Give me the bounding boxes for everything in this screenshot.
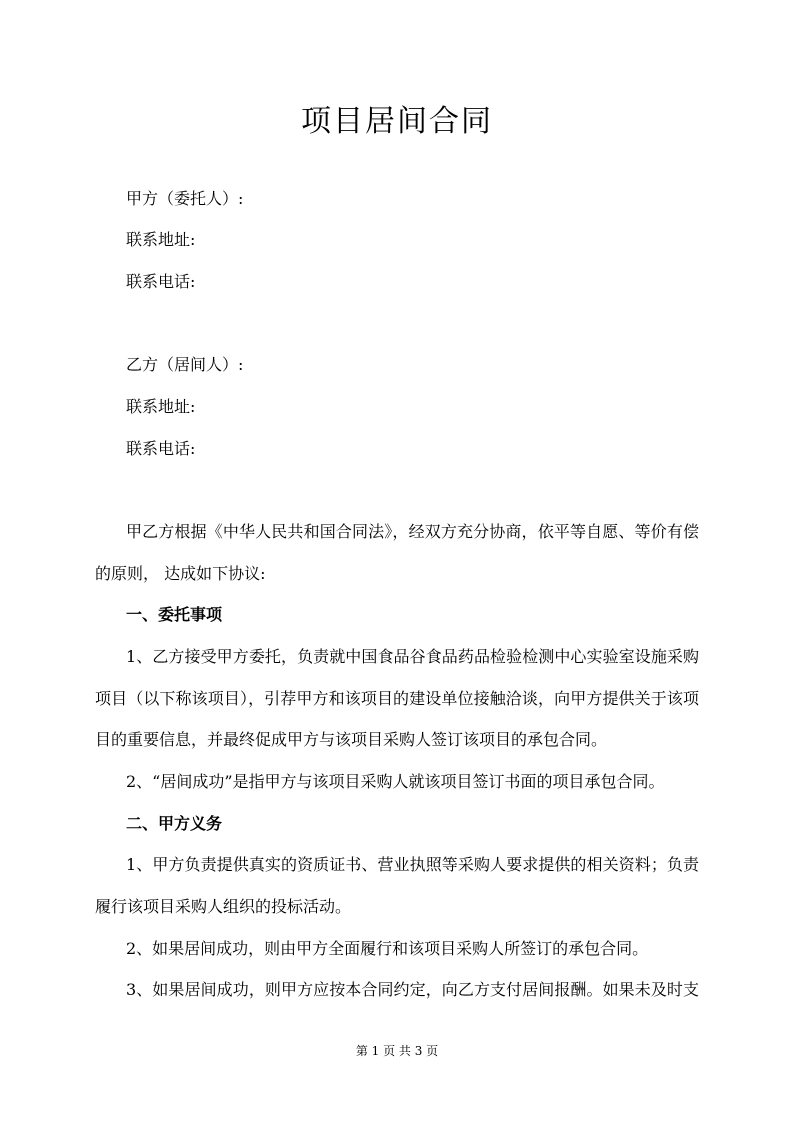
- section-1-heading: 一、委托事项: [126, 605, 223, 624]
- document-title: 项目居间合同: [301, 104, 493, 139]
- section-1-clause-1-line-3: 目的重要信息，并最终促成甲方与该项目采购人签订该项目的承包合同。: [95, 730, 608, 749]
- section-2-heading: 二、甲方义务: [126, 814, 223, 833]
- section-1-clause-1-line-1: 1、乙方接受甲方委托，负责就中国食品谷食品药品检验检测中心实验室设施采购: [126, 647, 699, 666]
- section-2-clause-1-line-1: 1、甲方负责提供真实的资质证书、营业执照等采购人要求提供的相关资料；负责: [126, 855, 699, 874]
- section-1-clause-1-line-2: 项目（以下称该项目），引荐甲方和该项目的建设单位接触洽谈，向甲方提供关于该项: [95, 689, 699, 708]
- section-1-clause-2: 2、“居间成功”是指甲方与该项目采购人就该项目签订书面的项目承包合同。: [126, 772, 665, 791]
- party-a-address-label: 联系地址:: [126, 230, 196, 249]
- party-a-heading: 甲方（委托人）:: [126, 189, 244, 208]
- party-b-phone-label: 联系电话:: [126, 439, 196, 458]
- intro-line-2: 的原则， 达成如下协议:: [95, 564, 266, 583]
- party-b-address-label: 联系地址:: [126, 397, 196, 416]
- intro-line-1: 甲乙方根据《中华人民共和国合同法》，经双方充分协商，依平等自愿、等价有偿: [126, 522, 699, 541]
- section-2-clause-1-line-2: 履行该项目采购人组织的投标活动。: [95, 897, 352, 916]
- page-footer: 第 1 页 共 3 页: [355, 1044, 439, 1058]
- section-2-clause-2: 2、如果居间成功，则由甲方全面履行和该项目采购人所签订的承包合同。: [126, 939, 649, 958]
- party-b-heading: 乙方（居间人）:: [126, 355, 244, 374]
- party-a-phone-label: 联系电话:: [126, 272, 196, 291]
- section-2-clause-3: 3、如果居间成功，则甲方应按本合同约定，向乙方支付居间报酬。如果未及时支: [126, 980, 699, 999]
